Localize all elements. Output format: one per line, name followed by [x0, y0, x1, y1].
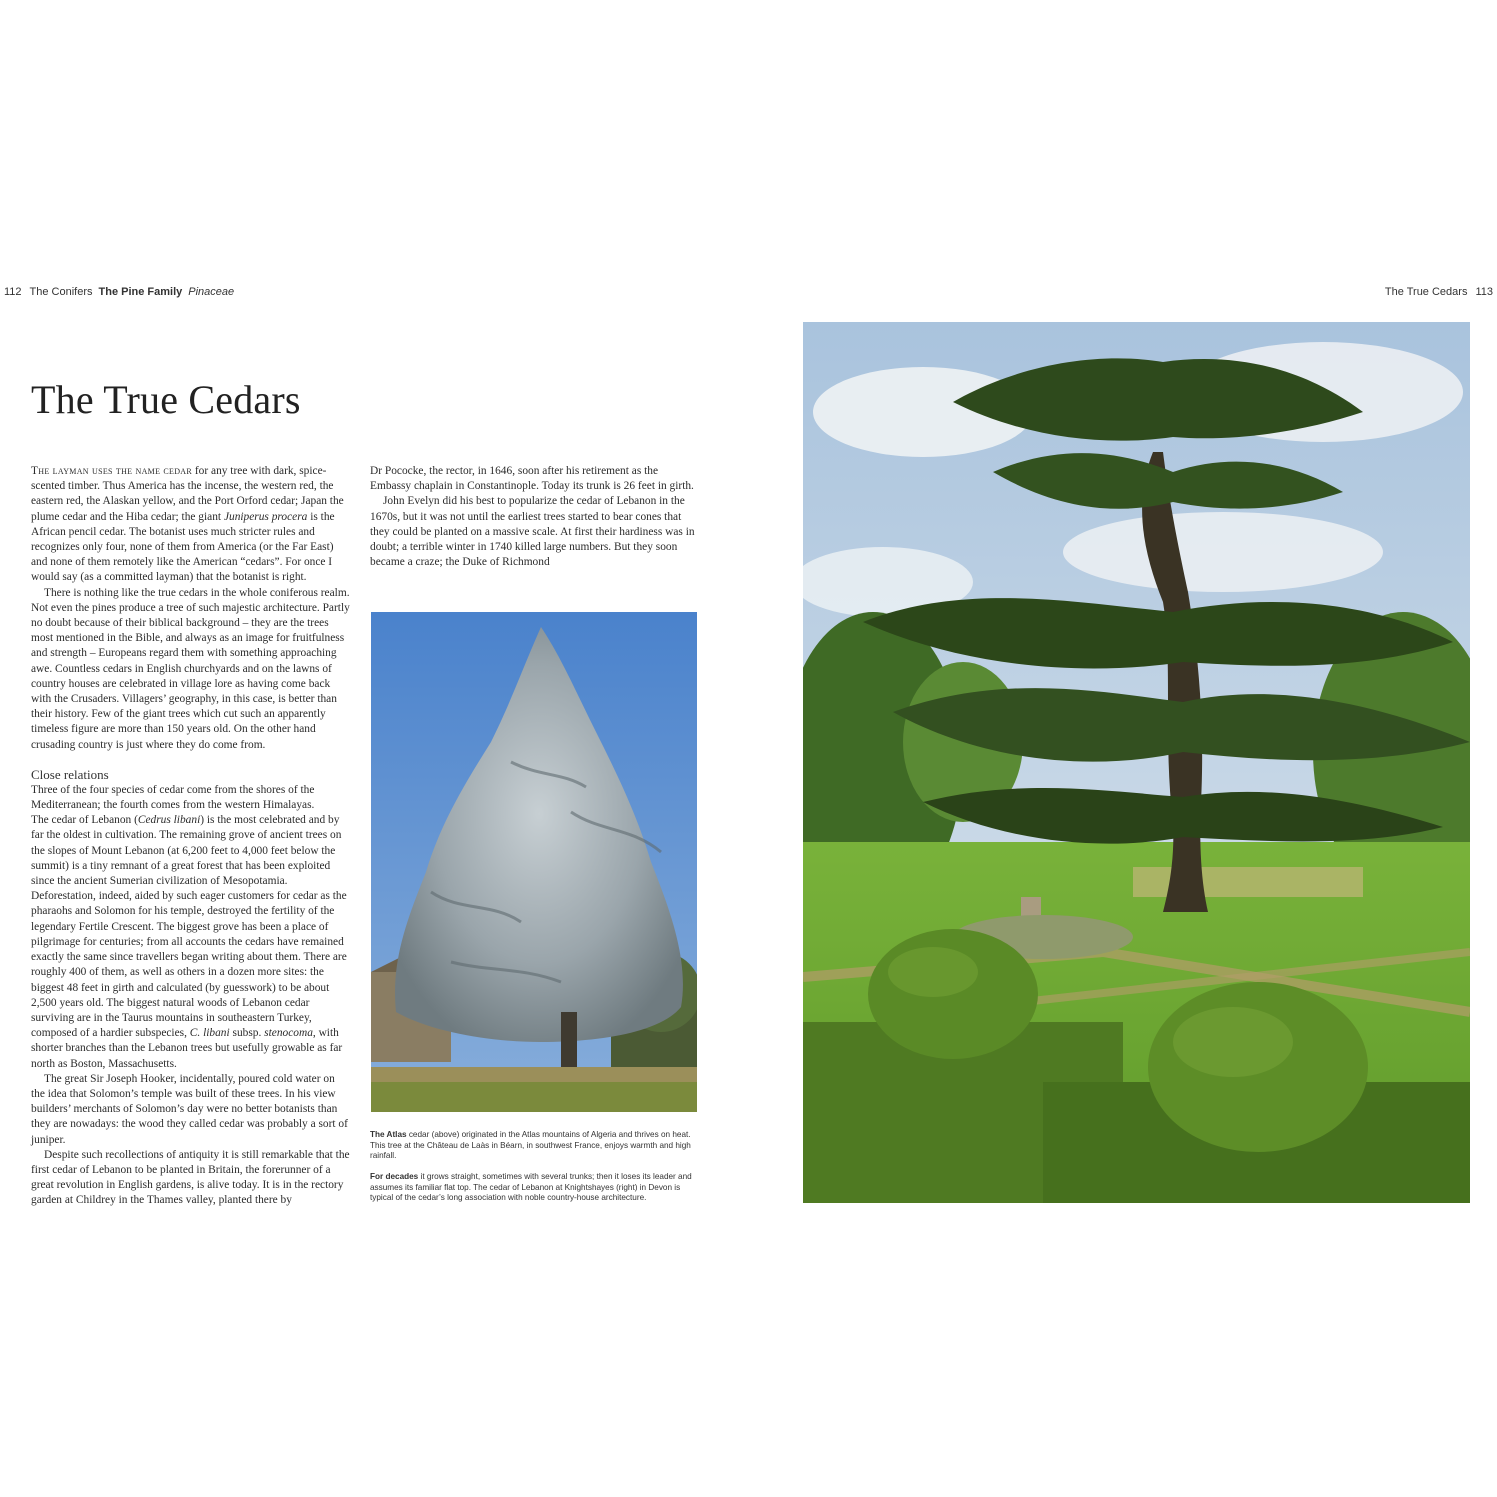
caption-text: cedar (above) originated in the Atlas mountains of Algeria and thrives on heat. This tree at the Château de Laàs in Béarn, in southwest France, enjoys warmth and high rainfall.: [370, 1130, 691, 1161]
running-head-title: The True Cedars: [1384, 286, 1468, 298]
atlas-cedar-photo: [371, 612, 697, 1112]
latin-name: stenocoma: [264, 1027, 313, 1040]
latin-name: C. libani: [189, 1027, 230, 1040]
latin-name: Cedrus libani: [137, 814, 201, 827]
text-run: is the African pencil cedar. The botanist uses much stricter rules and recognizes only four, none of them from America (or the Far East) and none of them remotely like the American “cedars”. For once I would say (as a committed layman) that the botanist is right.: [31, 510, 335, 584]
page-number-left: 112: [4, 286, 22, 298]
subheading: Close relations: [31, 766, 109, 782]
paragraph-intro: [31, 464, 351, 586]
running-head-section: The Conifers: [29, 286, 93, 298]
atlas-cedar-illustration: [371, 612, 697, 1112]
running-head-right: [1385, 286, 1493, 298]
paragraph: There is nothing like the true cedars in the whole coniferous realm. Not even the pines produce a tree of such majestic architecture. Partly no doubt because of their biblical background – they are the trees most mentioned in the Bible, and always as an image for fruitfulness and strength – Europeans regard them with something approaching awe. Countless cedars in English churchyards and on the lawns of country houses are celebrated in village lore as having come back with the Crusaders. Villagers’ geography, in this case, is better than their history. Few of the giant trees which cut such an apparently timeless figure are more than 150 years old. On the other hand crusading country is just where they do come from.: [31, 586, 350, 751]
caption-text: it grows straight, sometimes with several trunks; then it loses its leader and assumes its familiar flat top. The cedar of Lebanon at Knightshayes (right) in Devon is typical of the cedar’s long association with noble country-house architecture.: [370, 1172, 692, 1203]
text-run: subsp.: [229, 1027, 265, 1040]
lebanon-cedar-photo: [803, 322, 1470, 1203]
paragraph: John Evelyn did his best to popularize the cedar of Lebanon in the 1670s, but it was not until the earliest trees started to bear cones that they could be planted on a massive scale. At first their hardiness was in doubt; a terrible winter in 1740 killed large numbers. But they soon became a craze; the Duke of Richmond: [370, 495, 695, 569]
paragraph: Despite such recollections of antiquity it is still remarkable that the first cedar of Lebanon to be planted in Britain, the forerunner of a great revolution in English gardens, is alive today. It is in the rectory garden at Childrey in the Thames valley, planted there by: [31, 1148, 350, 1207]
running-head-latin: Pinaceae: [188, 286, 235, 298]
text-run: ) is the most celebrated and by far the oldest in cultivation. The remaining grove of ancient trees on the slopes of Mount Lebanon (at 6,200 feet to 4,000 feet below the summit) is a tiny remnant of a great forest that has been exploited since the ancient Sumerian civilization of Mesopotamia. Deforestation, indeed, aided by such eager customers for cedar as the pharaohs and Solomon for his temple, destroyed the fertility of the legendary Fertile Crescent. The biggest grove has been a place of pilgrimage for centuries; from all accounts the cedars have remained exactly the same since travellers began writing about them. There are roughly 400 of them, as well as others in a dozen more sites: the biggest 48 feet in girth and calculated (by guesswork) to be about 2,500 years old. The biggest natural woods of Lebanon cedar surviving are in the Taurus mountains in southeastern Turkey, composed of a hardier subspecies,: [31, 814, 347, 1040]
page-number-right: 113: [1475, 286, 1493, 298]
caption-lebanon: [370, 1172, 696, 1204]
running-head-left: [4, 286, 234, 298]
paragraph: Dr Pococke, the rector, in 1646, soon after his retirement as the Embassy chaplain in Constantinople. Today its trunk is 26 feet in girth.: [370, 465, 694, 493]
text-run: for any tree with dark, spice-scented timber. Thus America has the incense, the western red, the eastern red, the Alaskan yellow, and the Port Orford cedar; Japan the plume cedar and the Hiba cedar; the giant: [31, 465, 344, 523]
running-head-family: The Pine Family: [98, 286, 183, 298]
body-column-left: [31, 464, 351, 1209]
text-run: The cedar of Lebanon (: [31, 814, 138, 827]
caption-atlas: [370, 1130, 696, 1162]
lebanon-cedar-illustration: [803, 322, 1470, 1203]
latin-name: Juniperus procera: [223, 510, 308, 523]
paragraph: The great Sir Joseph Hooker, incidentally, poured cold water on the idea that Solomon’s temple was built of these trees. In his view builders’ merchants of Solomon’s day were no better botanists than they are nowadays: the wood they called cedar was probably a sort of juniper.: [31, 1072, 348, 1146]
lead-in: The layman uses the name cedar: [31, 465, 193, 477]
caption-lead: The Atlas: [370, 1130, 407, 1139]
caption-lead: For decades: [370, 1172, 419, 1181]
page-title: The True Cedars: [31, 377, 301, 422]
text-run: , with shorter branches than the Lebanon trees but usefully growable as far north as Boston, Massachusetts.: [31, 1027, 343, 1070]
body-column-middle: [370, 464, 698, 570]
paragraph: Three of the four species of cedar come from the shores of the Mediterranean; the fourth comes from the western Himalayas.: [31, 783, 315, 812]
paragraph: [31, 813, 351, 1071]
